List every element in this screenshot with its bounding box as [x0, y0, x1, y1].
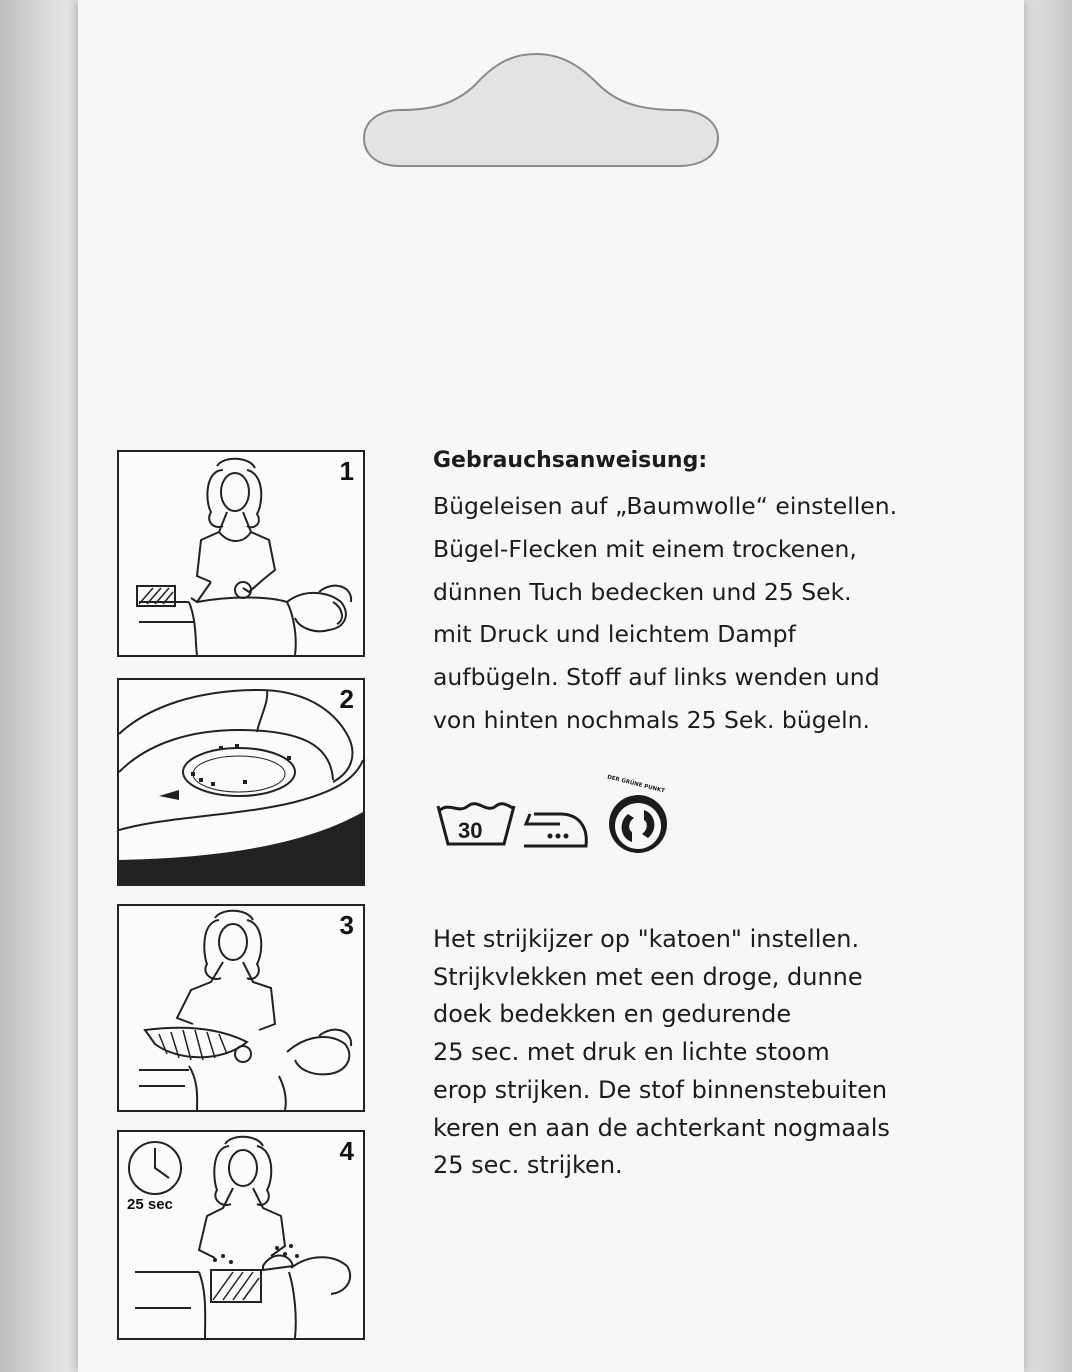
instructions-heading: Gebrauchsanweisung:	[433, 448, 708, 473]
instruction-line: 25 sec. met druk en lichte stoom	[433, 1038, 830, 1067]
instruction-line: Het strijkijzer op "katoen" instellen.	[433, 925, 860, 953]
woman-ironing-illustration-icon	[119, 1132, 363, 1338]
panel-number: 3	[339, 910, 354, 940]
instruction-line: keren en aan de achterkant nogmaals	[433, 1113, 890, 1142]
instruction-panel-3	[117, 904, 365, 1112]
panel-number: 1	[339, 456, 354, 486]
iron-icon	[524, 814, 586, 846]
woman-placing-patch-illustration-icon	[119, 452, 363, 655]
panel-number: 2	[339, 684, 354, 714]
hang-hole-icon	[360, 48, 722, 176]
woman-covering-with-cloth-illustration-icon	[119, 906, 363, 1110]
instructions-german	[433, 485, 897, 742]
wash-30-icon	[438, 804, 514, 844]
instruction-line: Bügel-Flecken mit einem trockenen,	[433, 534, 857, 563]
green-dot-caption: DER GRÜNE PUNKT	[606, 774, 666, 795]
instruction-line: Strijkvlekken met een droge, dunne	[433, 962, 863, 991]
instructions-dutch	[433, 921, 890, 1185]
instruction-panel-1	[117, 450, 365, 657]
green-dot-recycling-icon	[609, 795, 667, 853]
care-symbols	[434, 788, 694, 858]
instruction-line: aufbügeln. Stoff auf links wenden und	[433, 663, 880, 692]
timer-label: 25 sec	[127, 1196, 173, 1213]
instruction-line: Bügeleisen auf „Baumwolle“ einstellen.	[433, 492, 898, 520]
instruction-line: dünnen Tuch bedecken und 25 Sek.	[433, 577, 852, 606]
svg-text:30: 30	[458, 818, 483, 843]
instruction-line: erop strijken. De stof binnenstebuiten	[433, 1075, 888, 1104]
instruction-line: doek bedekken en gedurende	[433, 1000, 792, 1029]
instruction-line: 25 sec. strijken.	[433, 1151, 623, 1180]
instruction-panel-2	[117, 678, 365, 886]
right-background	[1024, 0, 1072, 1372]
instruction-line: von hinten nochmals 25 Sek. bügeln.	[433, 705, 870, 734]
panel-number: 4	[339, 1136, 354, 1166]
left-background	[0, 0, 78, 1372]
instruction-panel-4	[117, 1130, 365, 1340]
instruction-line: mit Druck und leichtem Dampf	[433, 620, 796, 649]
iron-dial-setting-illustration-icon	[119, 680, 363, 884]
